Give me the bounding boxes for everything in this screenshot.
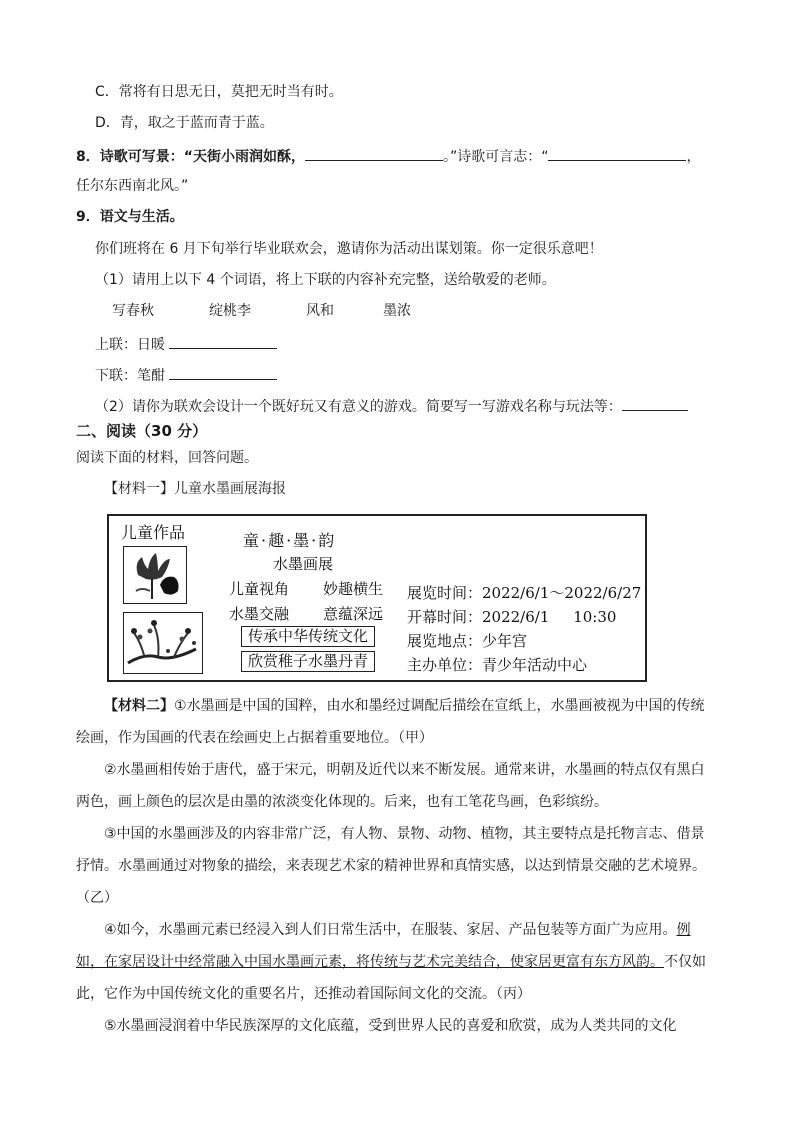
poster-box-1: 传承中华传统文化 bbox=[241, 626, 375, 647]
couplet-up-blank[interactable] bbox=[169, 333, 277, 349]
poster-box-2: 欣赏稚子水墨丹青 bbox=[241, 651, 375, 672]
poster-info-open: 开幕时间：2022/6/1 10:30 bbox=[407, 608, 617, 626]
question-9-title: 9．语文与生活。 bbox=[76, 209, 184, 225]
couplet-down-label: 下联：笔酣 bbox=[95, 368, 165, 384]
answer-blank[interactable] bbox=[548, 145, 686, 161]
poster-phrase-1a: 儿童视角 bbox=[229, 580, 290, 598]
question-9-sub2 bbox=[95, 395, 688, 417]
poster-info-host: 主办单位：青少年活动中心 bbox=[407, 656, 588, 674]
material2-p2: ②水墨画相传始于唐代，盛于宋元，明朝及近代以来不断发展。通常来讲，水墨画的特点仅有黑白两色，画上颜色的层次是由墨的浓淡变化体现的。后来，也有工笔花鸟画，色彩缤纷。 bbox=[76, 762, 705, 810]
question-8-cont: 任尔东西南北风。” bbox=[76, 178, 189, 194]
section-heading: 二、阅读（30 分） bbox=[76, 422, 208, 440]
poster-phrase-2a: 水墨交融 bbox=[229, 605, 290, 623]
couplet-down bbox=[95, 364, 277, 386]
word-2: 绽桃李 bbox=[209, 303, 251, 319]
material2-p3: ③中国的水墨画涉及的内容非常广泛，有人物、景物、动物、植物，其主要特点是托物言志、借景抒情。水墨画通过对物象的描绘，来表现艺术家的精神世界和真情实感，以达到情景交融的艺术境界。（乙） bbox=[76, 826, 706, 906]
word-1: 写春秋 bbox=[112, 303, 154, 319]
poster-phrase-1b: 妙趣横生 bbox=[323, 580, 384, 598]
answer-blank[interactable] bbox=[305, 145, 443, 161]
exhibition-poster bbox=[107, 514, 647, 682]
poster-phrase-2b: 意蕴深远 bbox=[323, 605, 384, 623]
material2-p1: 【材料二】①水墨画是中国的国粹，由水和墨经过调配后描绘在宣纸上，水墨画被视为中国的传统绘画，作为国画的代表在绘画史上占据着重要地位。（甲） bbox=[76, 698, 705, 746]
underlined-sentence: 例如，在家居设计中经常融入中国水墨画元素，将传统与艺术完美结合，使家居更富有东方风韵。 bbox=[76, 922, 691, 970]
poster-info-time: 展览时间：2022/6/1～2022/6/27 bbox=[407, 584, 642, 602]
couplet-up bbox=[95, 333, 277, 355]
material2-p4: ④如今，水墨画元素已经浸入到人们日常生活中，在服装、家居、产品包装等方面广为应用。例如，在家居设计中经常融入中国水墨画元素，将传统与艺术完美结合，使家居更富有东方风韵。不仅如此，它作为中国传统文化的重要名片，还推动着国际间文化的交流。（丙） bbox=[76, 922, 706, 1002]
question-8-part1: 8．诗歌可写景：“天街小雨润如酥， bbox=[76, 149, 305, 165]
question-9-sub2-text: （2）请你为联欢会设计一个既好玩又有意义的游戏。简要写一写游戏名称与玩法等： bbox=[95, 399, 622, 415]
option-d: D．青，取之于蓝而青于蓝。 bbox=[95, 115, 274, 131]
material2-p5: ⑤水墨画浸润着中华民族深厚的文化底蕴，受到世界人民的喜爱和欣赏，成为人类共同的文化 bbox=[104, 1018, 677, 1034]
question-8-part2: 。”诗歌可言志：“ bbox=[442, 149, 549, 165]
question-8-part3: ， bbox=[686, 149, 701, 165]
poster-subtitle: 水墨画展 bbox=[273, 555, 334, 573]
poster-label: 儿童作品 bbox=[121, 523, 186, 542]
section-instruction: 阅读下面的材料，回答问题。 bbox=[76, 450, 258, 466]
question-8 bbox=[76, 145, 700, 167]
question-9-sub1: （1）请用上以下 4 个词语，将上下联的内容补充完整，送给敬爱的老师。 bbox=[95, 272, 556, 288]
material2 bbox=[76, 690, 716, 1042]
material1-title: 【材料一】儿童水墨画展海报 bbox=[104, 481, 286, 497]
poster-info-place: 展览地点：少年宫 bbox=[407, 632, 528, 650]
lotus-painting-image bbox=[123, 546, 187, 604]
couplet-up-label: 上联：日暖 bbox=[95, 337, 165, 353]
poster-title: 童·趣·墨·韵 bbox=[243, 531, 337, 550]
word-4: 墨浓 bbox=[383, 303, 411, 319]
option-c: C．常将有日思无日，莫把无时当有时。 bbox=[95, 84, 343, 100]
word-3: 风和 bbox=[306, 303, 334, 319]
game-blank[interactable] bbox=[622, 395, 688, 411]
couplet-down-blank[interactable] bbox=[169, 364, 277, 380]
question-9-intro: 你们班将在 6 月下旬举行毕业联欢会，邀请你为活动出谋划策。你一定很乐意吧！ bbox=[95, 241, 603, 257]
branch-painting-image bbox=[123, 612, 203, 674]
